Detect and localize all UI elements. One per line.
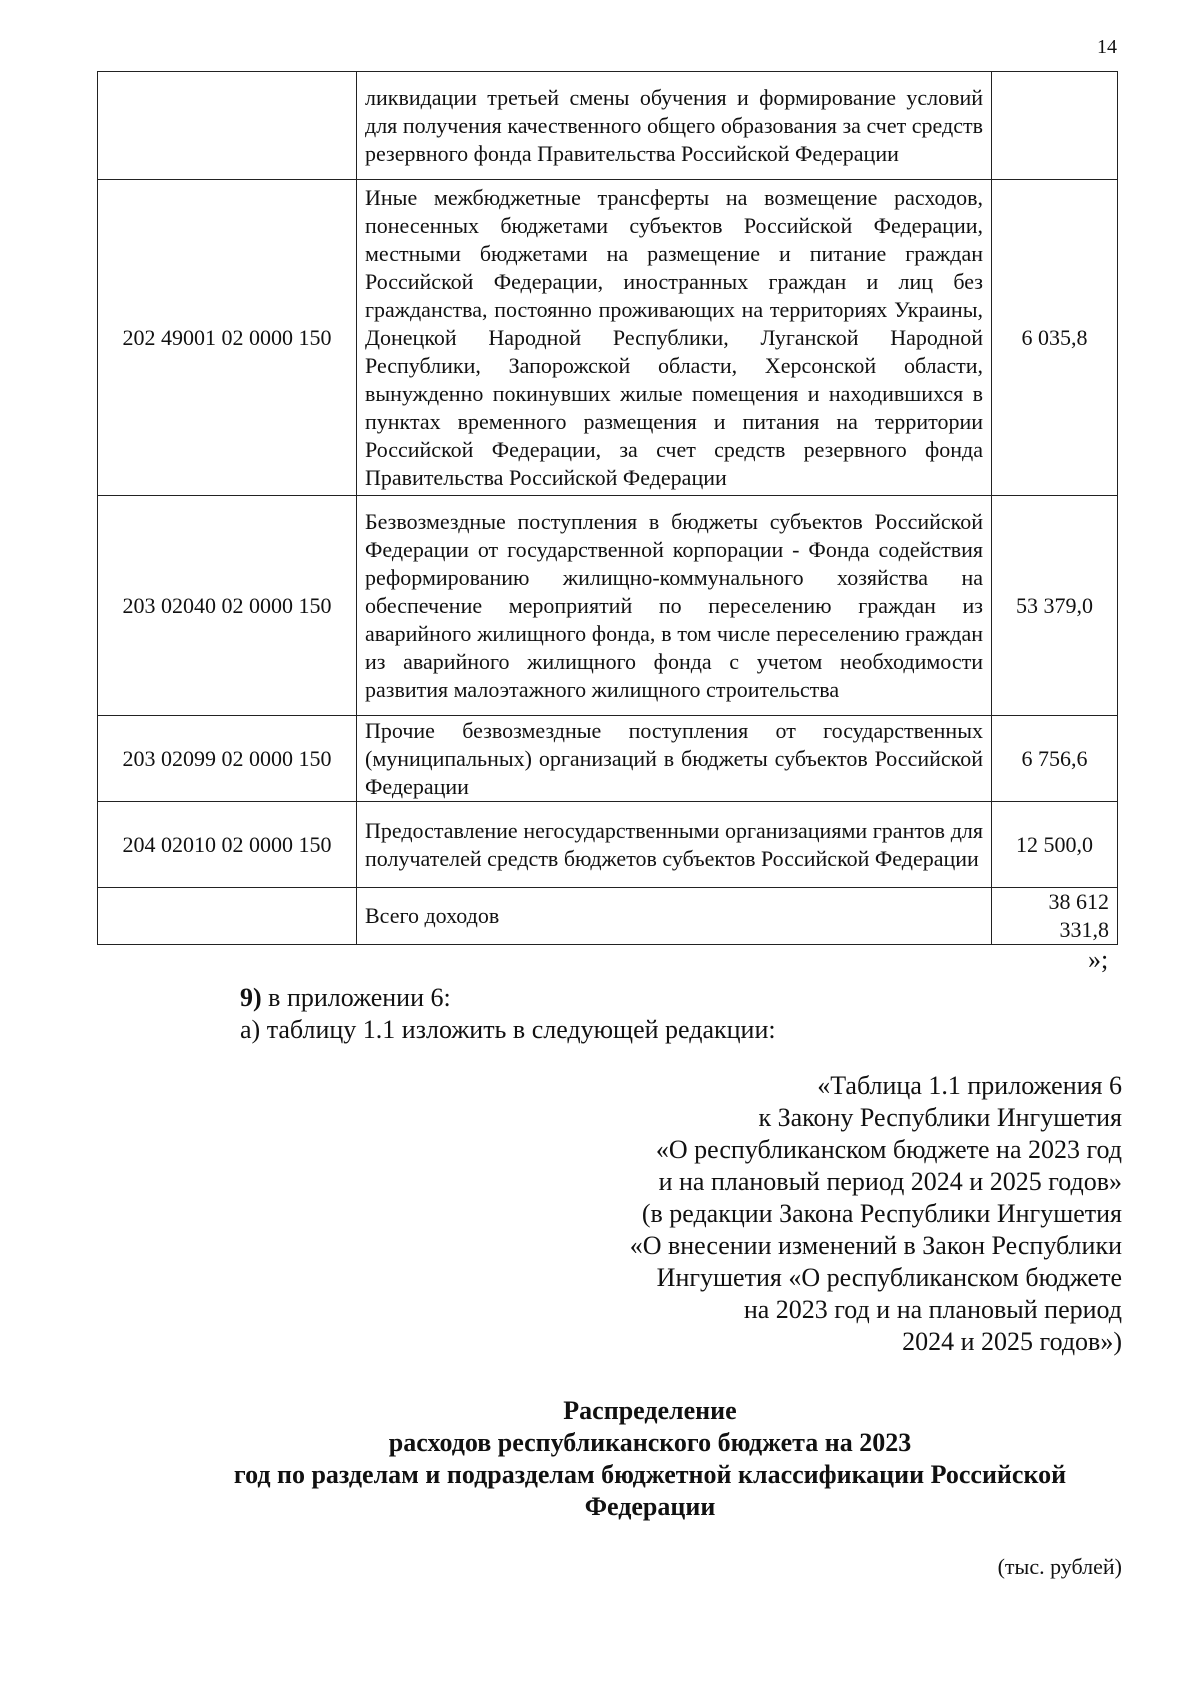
annex-heading-line: и на плановый период 2024 и 2025 годов» — [658, 1167, 1122, 1196]
annex-heading-line: Ингушетия «О республиканском бюджете — [656, 1263, 1122, 1292]
table-title — [90, 1395, 1200, 1523]
annex-heading-line: «Таблица 1.1 приложения 6 — [817, 1071, 1122, 1100]
amendment-item-number: 9) — [240, 983, 262, 1012]
table-row — [98, 716, 1118, 802]
table-title-line: Федерации — [584, 1492, 716, 1521]
annex-heading-line: (в редакции Закона Республики Ингушетия — [641, 1199, 1122, 1228]
row-description: Прочие безвозмездные поступления от государственных (муниципальных) организаций в бюджеты субъектов Российской Федерации — [357, 716, 992, 802]
row-description: Предоставление негосударственными организациями грантов для получателей средств бюджетов субъектов Российской Федерации — [357, 802, 992, 888]
annex-heading — [482, 1070, 1122, 1358]
annex-heading-line: 2024 и 2025 годов») — [902, 1327, 1122, 1356]
annex-heading-line: на 2023 год и на плановый период — [743, 1295, 1122, 1324]
row-code: 203 02040 02 0000 150 — [98, 496, 357, 716]
revenue-table — [97, 71, 1118, 945]
row-amount: 53 379,0 — [992, 496, 1118, 716]
row-code: 203 02099 02 0000 150 — [98, 716, 357, 802]
page-number: 14 — [1097, 36, 1117, 58]
amendment-item — [240, 983, 451, 1013]
table-title-line: год по разделам и подразделам бюджетной классификации Российской — [233, 1460, 1067, 1489]
row-code: 202 49001 02 0000 150 — [98, 180, 357, 496]
annex-heading-line: «О республиканском бюджете на 2023 год — [655, 1135, 1122, 1164]
annex-heading-line: к Закону Республики Ингушетия — [758, 1103, 1122, 1132]
closing-quote: »; — [1088, 945, 1109, 974]
amendment-subitem: а) таблицу 1.1 изложить в следующей редакции: — [240, 1015, 776, 1044]
row-code: 204 02010 02 0000 150 — [98, 802, 357, 888]
annex-heading-line: «О внесении изменений в Закон Республики — [629, 1231, 1122, 1260]
row-description: ликвидации третьей смены обучения и формирование условий для получения качественного общего образования за счет средств резервного фонда Правительства Российской Федерации — [357, 72, 992, 180]
total-empty-cell — [98, 888, 357, 945]
total-label: Всего доходов — [357, 888, 992, 945]
total-row — [98, 888, 1118, 945]
table-title-line: расходов республиканского бюджета на 2023 — [388, 1428, 912, 1457]
table-title-line: Распределение — [563, 1396, 737, 1425]
row-code — [98, 72, 357, 180]
row-description: Иные межбюджетные трансферты на возмещение расходов, понесенных бюджетами субъектов Российской Федерации, местными бюджетами на размещение и питание граждан Российской Федерации, иностранных граждан и лиц без гражданства, постоянно проживающих на территориях Украины, Донецкой Народной Республики, Луганской Народной Республики, Запорожской области, Херсонской области, вынужденно покинувших жилые помещения и находившихся в пунктах временного размещения и питания на территории Российской Федерации, за счет средств резервного фонда Правительства Российской Федерации — [357, 180, 992, 496]
row-amount: 6 035,8 — [992, 180, 1118, 496]
row-amount: 6 756,6 — [992, 716, 1118, 802]
amendment-item-text: в приложении 6: — [261, 983, 451, 1012]
row-amount: 12 500,0 — [992, 802, 1118, 888]
total-amount: 38 612 331,8 — [992, 888, 1118, 945]
table-row — [98, 802, 1118, 888]
row-amount — [992, 72, 1118, 180]
units-label: (тыс. рублей) — [997, 1554, 1122, 1579]
table-row — [98, 496, 1118, 716]
table-row — [98, 180, 1118, 496]
table-row — [98, 72, 1118, 180]
row-description: Безвозмездные поступления в бюджеты субъектов Российской Федерации от государственной корпорации - Фонда содействия реформированию жилищно-коммунального хозяйства на обеспечение мероприятий по переселению граждан из аварийного жилищного фонда, в том числе переселению граждан из аварийного жилищного фонда с учетом необходимости развития малоэтажного жилищного строительства — [357, 496, 992, 716]
